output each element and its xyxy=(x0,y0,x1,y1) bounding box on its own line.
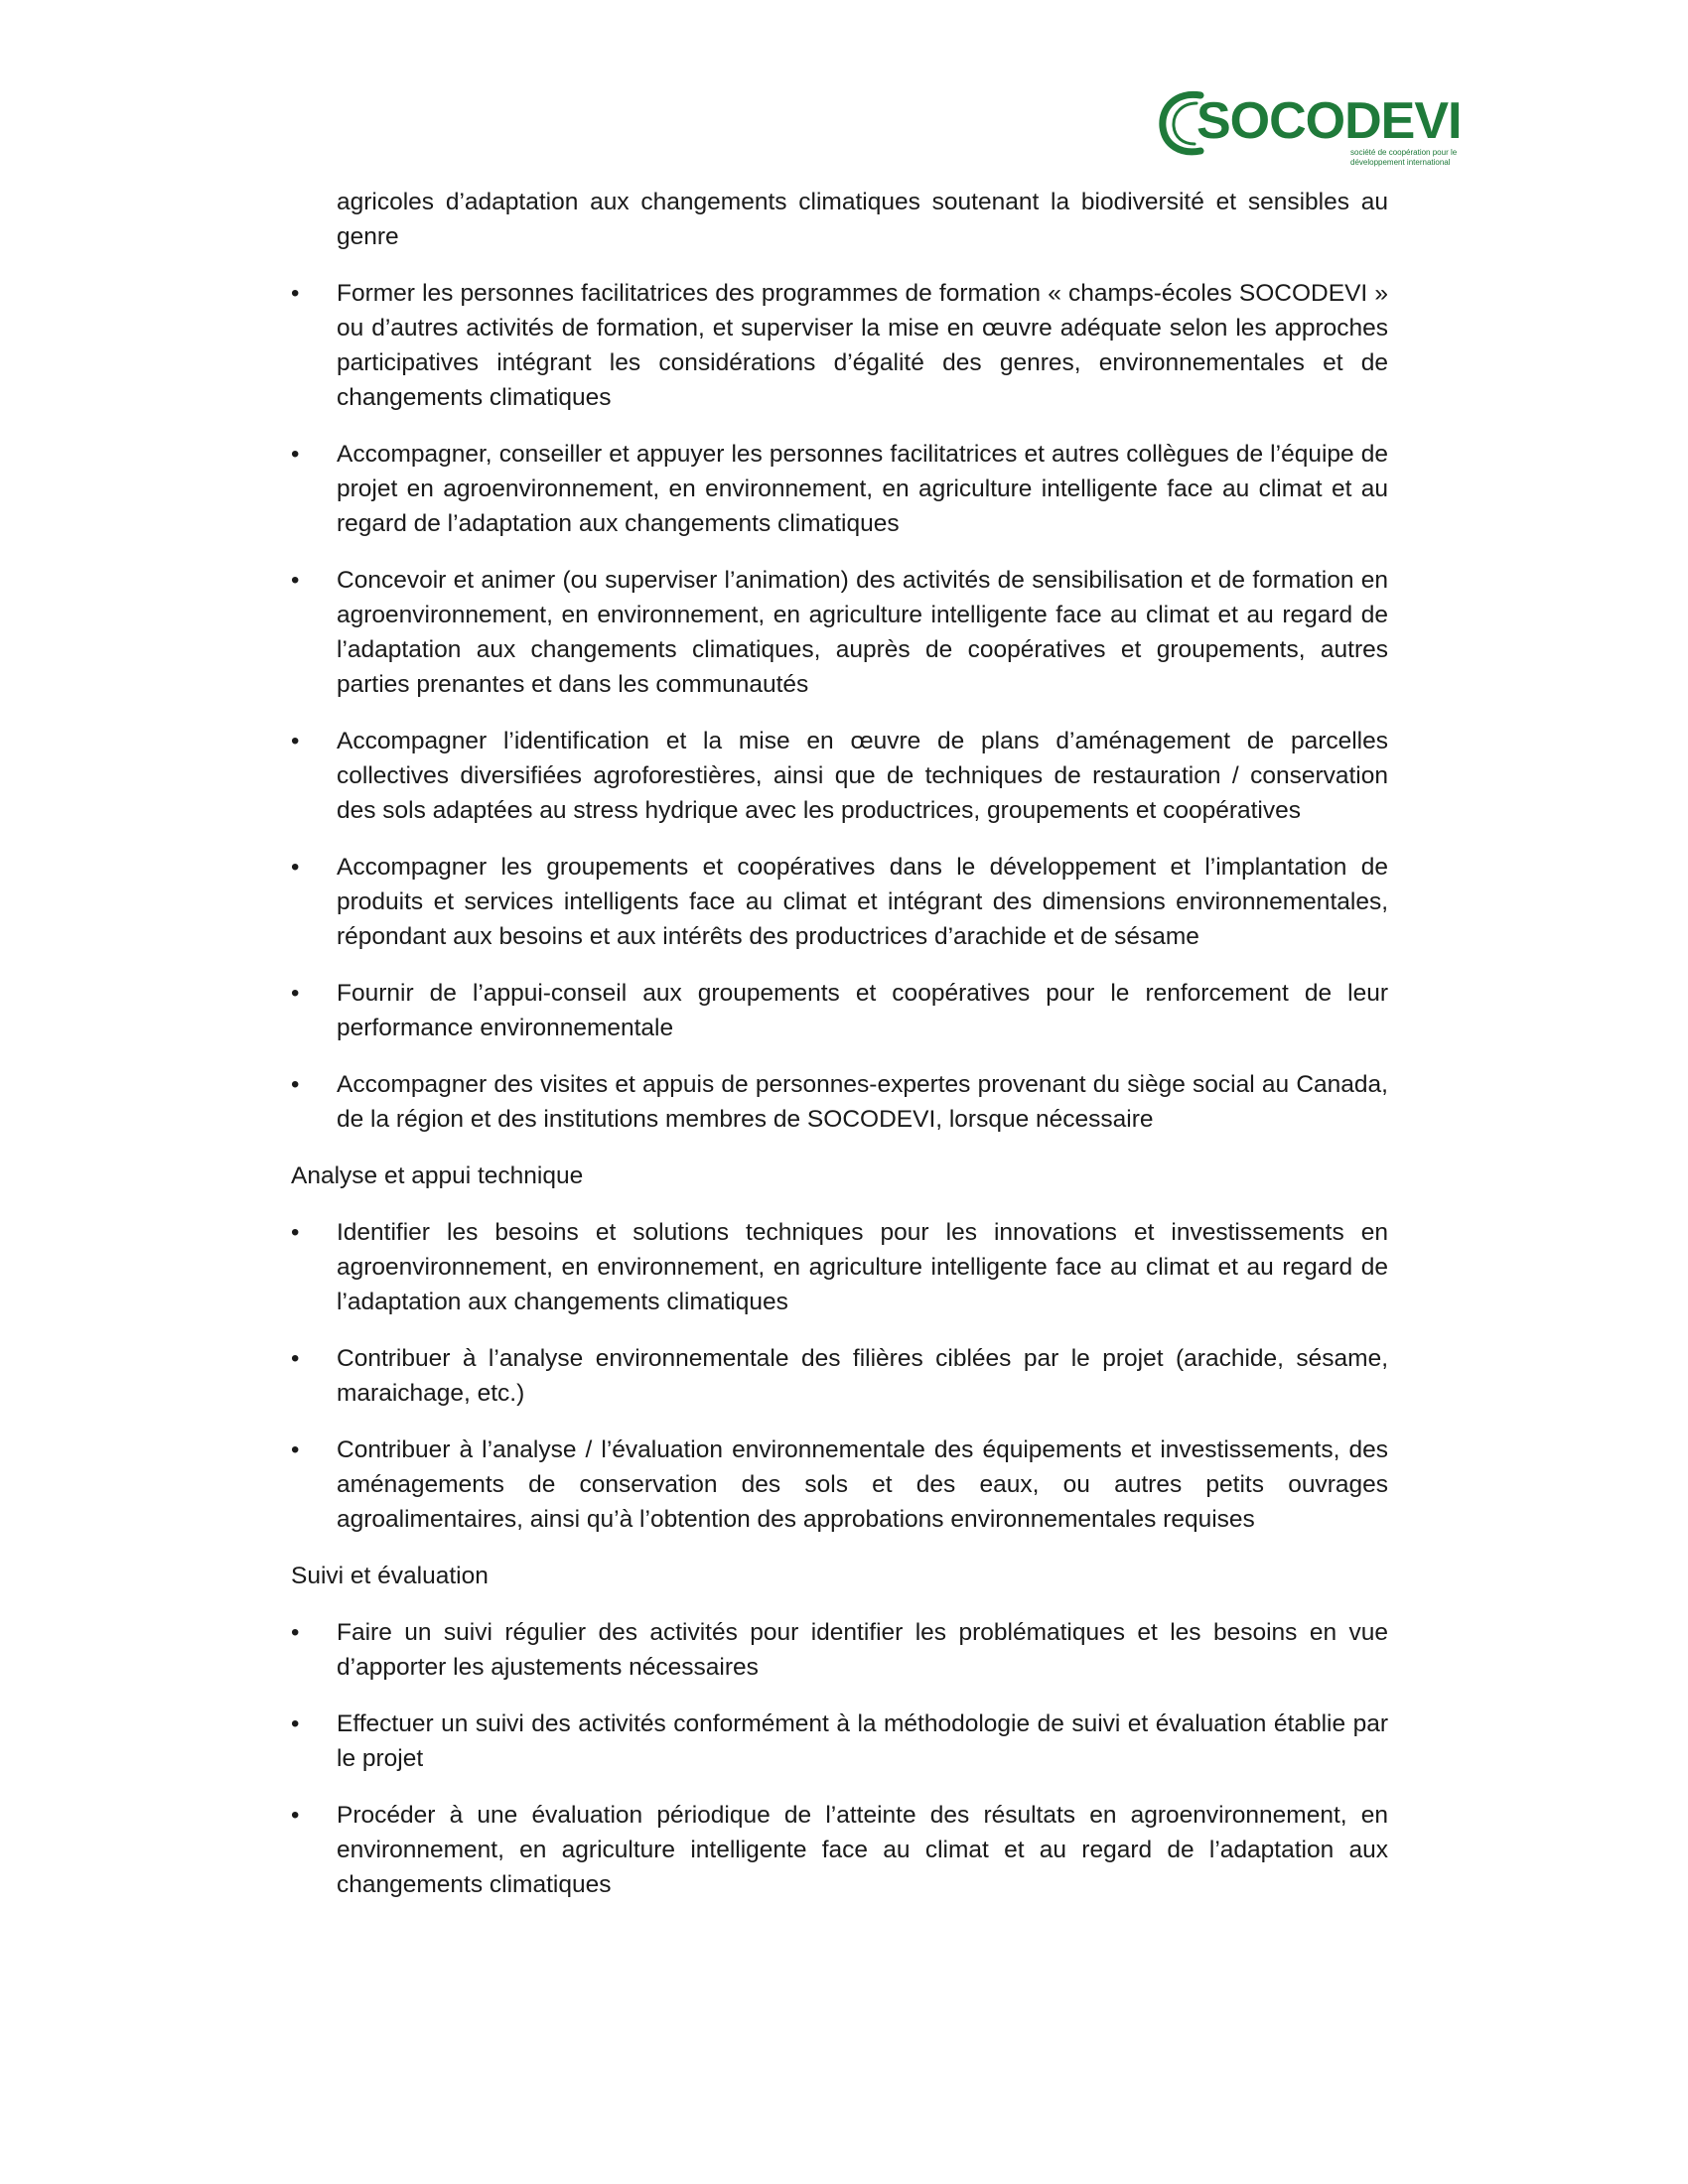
bullet-icon: • xyxy=(291,1436,300,1463)
intro-continuation xyxy=(291,185,1388,254)
list-item-text: Fournir de l’appui-conseil aux groupements et coopératives pour le renforcement de leur performance environnementale xyxy=(337,980,1388,1041)
bullet-icon: • xyxy=(291,1802,300,1829)
list-item-text: Effectuer un suivi des activités conformément à la méthodologie de suivi et évaluation établie par le projet xyxy=(337,1710,1388,1772)
list-item-text: Contribuer à l’analyse / l’évaluation environnementale des équipements et investissements, des aménagements de conservation des sols et des eaux, ou autres petits ouvrages agroalimentaires, ainsi qu’à l’obtention des approbations environnementales requises xyxy=(337,1436,1388,1533)
logo-tagline xyxy=(1350,148,1457,168)
bullet-icon: • xyxy=(291,1710,300,1737)
logo-tagline-line-1: société de coopération pour le xyxy=(1350,148,1458,157)
list-item-text: Accompagner des visites et appuis de personnes-expertes provenant du siège social au Canada, de la région et des institutions membres de SOCODEVI, lorsque nécessaire xyxy=(337,1071,1388,1133)
list-item-text: Identifier les besoins et solutions techniques pour les innovations et investissements en agroenvironnement, en environnement, en agriculture intelligente face au climat et au regard de l’adaptation aux changements climatiques xyxy=(337,1219,1388,1315)
bullet-icon: • xyxy=(291,441,300,468)
bullet-icon: • xyxy=(291,1071,300,1098)
list-item xyxy=(291,563,1388,702)
list-item xyxy=(291,437,1388,541)
bullet-icon: • xyxy=(291,1345,300,1372)
section-heading-analyse: Analyse et appui technique xyxy=(291,1162,584,1189)
list-item xyxy=(291,1615,1388,1685)
list-item xyxy=(291,1341,1388,1411)
bullet-icon: • xyxy=(291,567,300,594)
list-item xyxy=(291,276,1388,415)
bullet-icon: • xyxy=(291,280,300,307)
list-item-text: Accompagner, conseiller et appuyer les personnes facilitatrices et autres collègues de l’équipe de projet en agroenvironnement, en environnement, en agriculture intelligente face au climat et au regard de l’adaptation aux changements climatiques xyxy=(337,441,1388,537)
paragraph-text: agricoles d’adaptation aux changements climatiques soutenant la biodiversité et sensibles au genre xyxy=(337,189,1388,250)
list-item-text: Former les personnes facilitatrices des programmes de formation « champs-écoles SOCODEVI » ou d’autres activités de formation, et superviser la mise en œuvre adéquate selon les approches participatives intégrant les considérations d’égalité des genres, environnementales et de changements climatiques xyxy=(337,280,1388,411)
list-item xyxy=(291,1798,1388,1902)
list-item-text: Accompagner les groupements et coopératives dans le développement et l’implantation de produits et services intelligents face au climat et intégrant des dimensions environnementales, répondant aux besoins et aux intérêts des productrices d’arachide et de sésame xyxy=(337,854,1388,950)
logo-wordmark: SOCODEVI xyxy=(1196,92,1462,150)
list-item xyxy=(291,724,1388,828)
bullet-list-analyse xyxy=(291,1215,1388,1537)
bullet-icon: • xyxy=(291,728,300,754)
bullet-icon: • xyxy=(291,854,300,881)
list-item-text: Concevoir et animer (ou superviser l’animation) des activités de sensibilisation et de formation en agroenvironnement, en environnement, en agriculture intelligente face au climat et au regard de l’adaptation aux changements climatiques, auprès de coopératives et groupements, autres parties prenantes et dans les communautés xyxy=(337,567,1388,698)
list-item xyxy=(291,1706,1388,1776)
list-item xyxy=(291,976,1388,1045)
list-item-text: Faire un suivi régulier des activités pour identifier les problématiques et les besoins en vue d’apporter les ajustements nécessaires xyxy=(337,1619,1388,1681)
section-heading-suivi: Suivi et évaluation xyxy=(291,1563,489,1589)
bullet-icon: • xyxy=(291,980,300,1007)
document-body xyxy=(291,185,1388,1924)
list-item xyxy=(291,1433,1388,1537)
logo-tagline-line-2: développement international xyxy=(1350,158,1451,167)
list-item-text: Accompagner l’identification et la mise en œuvre de plans d’aménagement de parcelles collectives diversifiées agroforestières, ainsi que de techniques de restauration / conservation des sols adaptées au stress hydrique avec les productrices, groupements et coopératives xyxy=(337,728,1388,824)
socodevi-logo xyxy=(1157,89,1462,169)
list-item xyxy=(291,850,1388,954)
bullet-list-suivi xyxy=(291,1615,1388,1902)
bullet-list-activities xyxy=(291,276,1388,1137)
list-item xyxy=(291,1215,1388,1319)
list-item xyxy=(291,1067,1388,1137)
bullet-icon: • xyxy=(291,1219,300,1246)
list-item-text: Contribuer à l’analyse environnementale des filières ciblées par le projet (arachide, sésame, maraichage, etc.) xyxy=(337,1345,1388,1407)
list-item-text: Procéder à une évaluation périodique de l’atteinte des résultats en agroenvironnement, en environnement, en agriculture intelligente face au climat et au regard de l’adaptation aux changements climatiques xyxy=(337,1802,1388,1898)
bullet-icon: • xyxy=(291,1619,300,1646)
